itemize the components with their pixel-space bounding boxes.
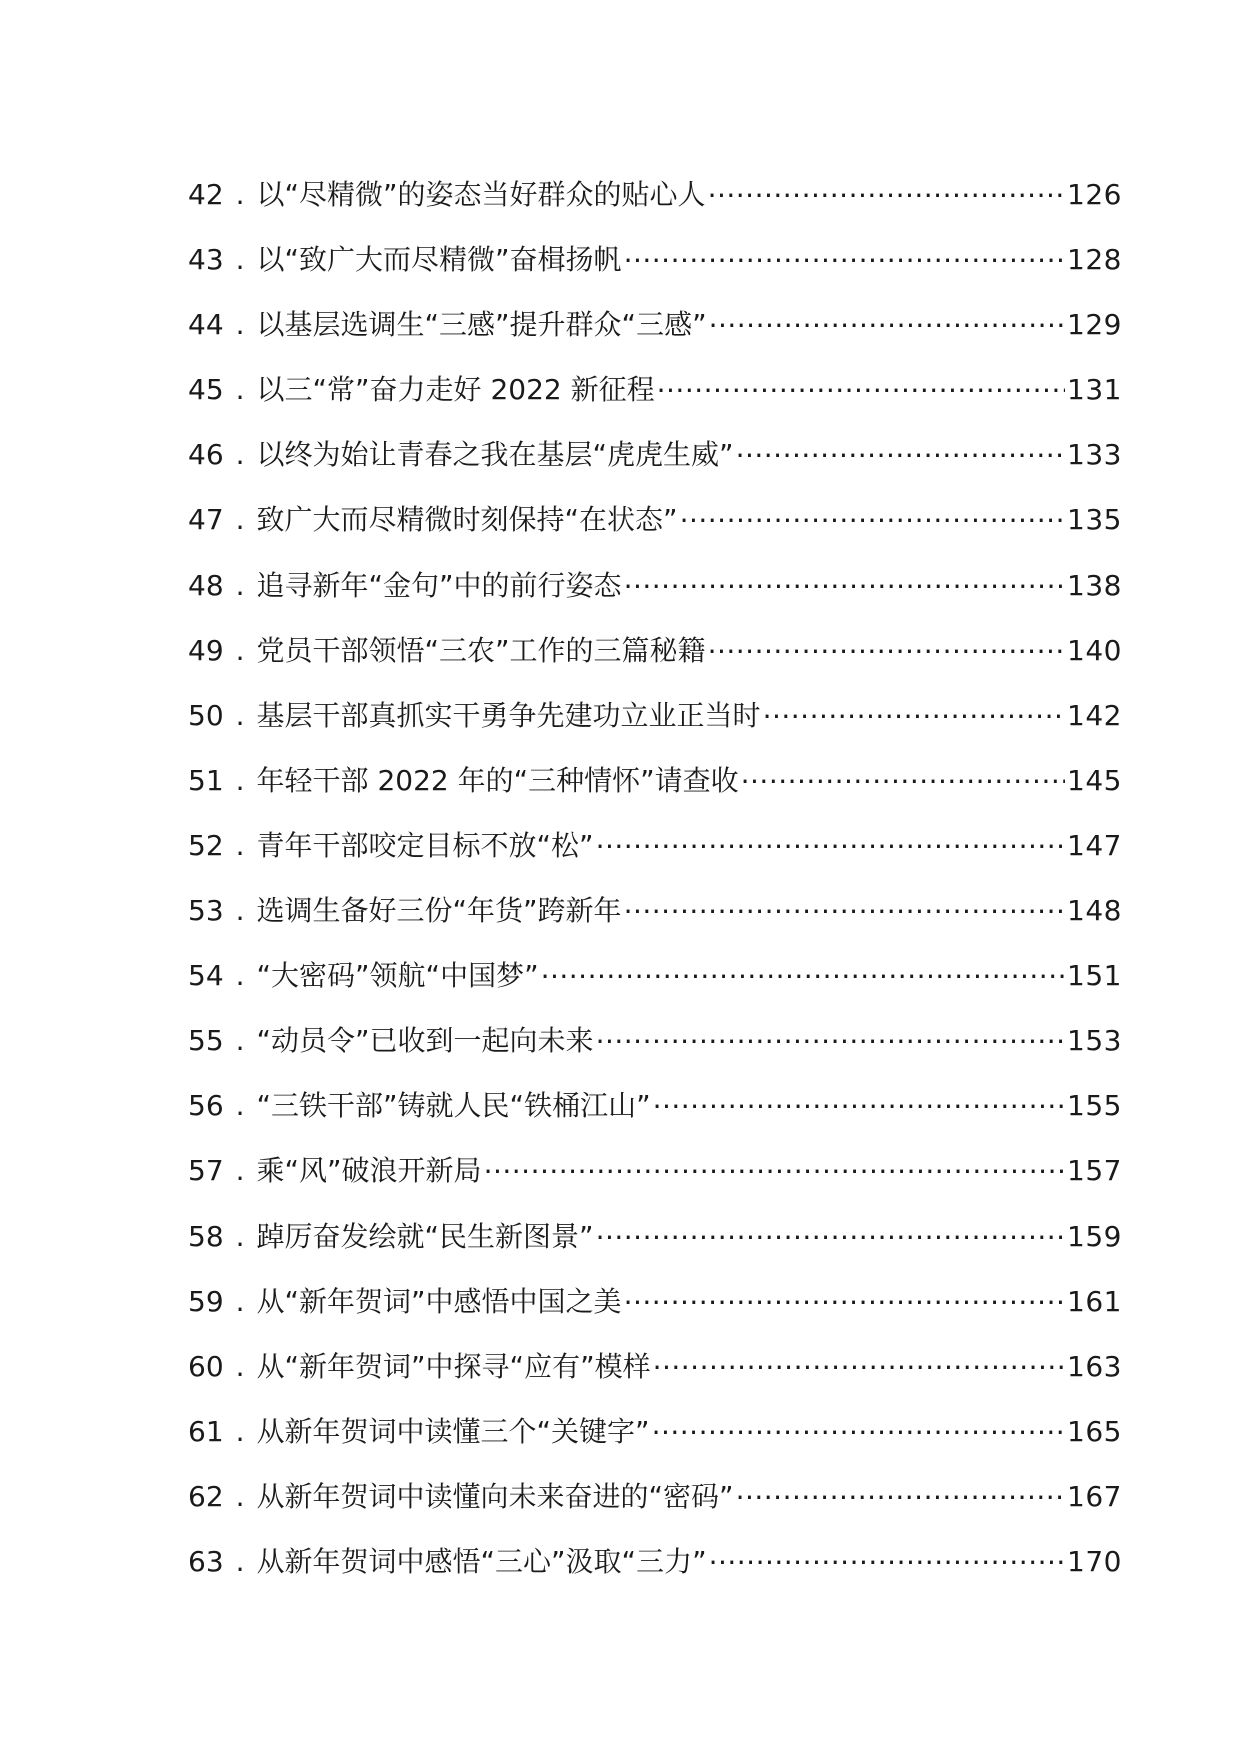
toc-entry[interactable] (188, 758, 1122, 823)
toc-entry-number: 42 (188, 178, 224, 211)
toc-entry-title: 基层干部真抓实干勇争先建功立业正当时 (256, 698, 761, 732)
toc-entry-number: 53 (188, 894, 224, 928)
toc-entry-title: 从新年贺词中读懂向未来奋进的“密码” (256, 1479, 734, 1513)
toc-entry[interactable] (188, 302, 1122, 367)
toc-entry[interactable] (188, 1148, 1122, 1213)
toc-entry[interactable] (188, 628, 1122, 693)
toc-entry-number: 43 (188, 243, 224, 277)
toc-entry-page-number: 157 (1067, 1154, 1122, 1188)
toc-entry-title: “动员令”已收到一起向未来 (256, 1024, 594, 1058)
toc-entry-number: 48 (188, 568, 224, 602)
toc-entry[interactable] (188, 1083, 1122, 1148)
toc-entry[interactable] (188, 1344, 1122, 1409)
toc-entry-separator: . (235, 1089, 245, 1123)
table-of-contents (188, 172, 1122, 1604)
toc-entry-title: 以基层选调生“三感”提升群众“三感” (256, 308, 707, 342)
toc-entry-page-number: 167 (1067, 1479, 1122, 1513)
toc-dot-leader (680, 497, 1065, 529)
toc-entry[interactable] (188, 1474, 1122, 1539)
toc-entry-separator: . (235, 178, 245, 211)
toc-entry-page-number: 129 (1067, 308, 1122, 342)
toc-entry-page-number: 142 (1067, 698, 1122, 732)
toc-entry[interactable] (188, 693, 1122, 758)
toc-entry-page-number: 159 (1067, 1219, 1122, 1253)
toc-entry-title: 选调生备好三份“年货”跨新年 (256, 894, 622, 928)
toc-entry-separator: . (235, 438, 245, 472)
toc-entry-separator: . (235, 243, 245, 277)
toc-entry-title: “三铁干部”铸就人民“铁桶江山” (256, 1089, 651, 1123)
toc-entry-number: 49 (188, 633, 224, 667)
toc-dot-leader (596, 1214, 1065, 1246)
toc-entry-page-number: 126 (1067, 178, 1122, 211)
toc-entry-separator: . (235, 1284, 245, 1318)
toc-entry-separator: . (235, 633, 245, 667)
toc-entry-page-number: 148 (1067, 894, 1122, 928)
toc-entry-number: 50 (188, 698, 224, 732)
toc-entry-title: 踔厉奋发绘就“民生新图景” (256, 1219, 594, 1253)
toc-entry-separator: . (235, 1349, 245, 1383)
toc-entry-separator: . (235, 763, 245, 797)
toc-entry-separator: . (235, 828, 245, 862)
toc-entry-page-number: 138 (1067, 568, 1122, 602)
toc-entry-page-number: 170 (1067, 1544, 1122, 1578)
toc-entry-number: 63 (188, 1544, 224, 1578)
toc-entry-page-number: 140 (1067, 633, 1122, 667)
toc-entry[interactable] (188, 888, 1122, 953)
toc-dot-leader (709, 1539, 1065, 1571)
toc-entry-page-number: 133 (1067, 438, 1122, 472)
toc-entry-number: 45 (188, 373, 224, 407)
toc-entry[interactable] (188, 1539, 1122, 1604)
toc-entry[interactable] (188, 1279, 1122, 1344)
toc-entry-separator: . (235, 308, 245, 342)
toc-entry-title: 从“新年贺词”中感悟中国之美 (256, 1284, 622, 1318)
toc-entry-page-number: 151 (1067, 959, 1122, 993)
toc-entry-title: 党员干部领悟“三农”工作的三篇秘籍 (256, 633, 706, 667)
toc-dot-leader (653, 1083, 1065, 1115)
toc-dot-leader (624, 237, 1065, 269)
toc-dot-leader (763, 693, 1065, 725)
toc-entry-title: 从“新年贺词”中探寻“应有”模样 (256, 1349, 651, 1383)
toc-dot-leader (653, 1344, 1065, 1376)
toc-entry-number: 51 (188, 763, 224, 797)
toc-entry-separator: . (235, 1219, 245, 1253)
toc-dot-leader (624, 888, 1065, 920)
toc-entry[interactable] (188, 1214, 1122, 1279)
toc-entry[interactable] (188, 1018, 1122, 1083)
toc-entry[interactable] (188, 497, 1122, 562)
toc-dot-leader (541, 953, 1065, 985)
toc-entry-title: “大密码”领航“中国梦” (256, 959, 539, 993)
toc-entry-title: 致广大而尽精微时刻保持“在状态” (256, 503, 678, 537)
toc-entry-number: 62 (188, 1479, 224, 1513)
toc-entry-number: 57 (188, 1154, 224, 1188)
toc-entry[interactable] (188, 953, 1122, 1018)
toc-entry-page-number: 145 (1067, 763, 1122, 797)
toc-entry-number: 58 (188, 1219, 224, 1253)
toc-entry-number: 55 (188, 1024, 224, 1058)
toc-entry-separator: . (235, 1479, 245, 1513)
toc-dot-leader (708, 628, 1065, 660)
toc-dot-leader (657, 367, 1065, 399)
toc-entry-separator: . (235, 1024, 245, 1058)
toc-entry-separator: . (235, 373, 245, 407)
toc-entry[interactable] (188, 432, 1122, 497)
toc-entry-title: 从新年贺词中感悟“三心”汲取“三力” (256, 1544, 707, 1578)
toc-entry-title: 追寻新年“金句”中的前行姿态 (256, 568, 622, 602)
toc-entry-page-number: 135 (1067, 503, 1122, 537)
toc-entry-title: 以三“常”奋力走好 2022 新征程 (256, 373, 655, 407)
toc-entry-separator: . (235, 894, 245, 928)
toc-dot-leader (736, 1474, 1065, 1506)
toc-entry-page-number: 161 (1067, 1284, 1122, 1318)
toc-entry-number: 59 (188, 1284, 224, 1318)
toc-entry-page-number: 131 (1067, 373, 1122, 407)
toc-entry-separator: . (235, 698, 245, 732)
toc-entry-page-number: 165 (1067, 1414, 1122, 1448)
toc-entry-separator: . (235, 959, 245, 993)
toc-entry-number: 54 (188, 959, 224, 993)
toc-entry-page-number: 128 (1067, 243, 1122, 277)
toc-dot-leader (624, 563, 1065, 595)
toc-dot-leader (596, 1018, 1065, 1050)
toc-entry[interactable] (188, 563, 1122, 628)
toc-entry-separator: . (235, 1154, 245, 1188)
toc-entry-title: 乘“风”破浪开新局 (256, 1154, 482, 1188)
toc-entry-page-number: 163 (1067, 1349, 1122, 1383)
toc-entry[interactable] (188, 823, 1122, 888)
toc-entry[interactable] (188, 367, 1122, 432)
toc-entry-page-number: 147 (1067, 828, 1122, 862)
toc-entry[interactable] (188, 172, 1122, 237)
toc-entry-separator: . (235, 1544, 245, 1578)
toc-entry-title: 年轻干部 2022 年的“三种情怀”请查收 (256, 763, 739, 797)
toc-dot-leader (709, 302, 1065, 334)
toc-entry[interactable] (188, 1409, 1122, 1474)
toc-entry-separator: . (235, 503, 245, 537)
toc-dot-leader (652, 1409, 1065, 1441)
toc-dot-leader (624, 1279, 1065, 1311)
toc-entry-number: 60 (188, 1349, 224, 1383)
toc-entry[interactable] (188, 237, 1122, 302)
toc-dot-leader (736, 432, 1065, 464)
toc-entry-number: 44 (188, 308, 224, 342)
toc-entry-number: 56 (188, 1089, 224, 1123)
toc-entry-number: 46 (188, 438, 224, 472)
toc-dot-leader (708, 172, 1065, 204)
toc-dot-leader (484, 1148, 1065, 1180)
toc-entry-number: 61 (188, 1414, 224, 1448)
toc-entry-number: 52 (188, 828, 224, 862)
toc-entry-title: 青年干部咬定目标不放“松” (256, 828, 594, 862)
toc-entry-page-number: 155 (1067, 1089, 1122, 1123)
toc-entry-title: 以终为始让青春之我在基层“虎虎生威” (256, 438, 734, 472)
toc-entry-title: 从新年贺词中读懂三个“关键字” (256, 1414, 650, 1448)
toc-dot-leader (596, 823, 1065, 855)
toc-dot-leader (741, 758, 1065, 790)
toc-entry-separator: . (235, 568, 245, 602)
toc-entry-title: 以“致广大而尽精微”奋楫扬帆 (256, 243, 622, 277)
toc-entry-number: 47 (188, 503, 224, 537)
toc-entry-title: 以“尽精微”的姿态当好群众的贴心人 (256, 178, 706, 211)
toc-entry-page-number: 153 (1067, 1024, 1122, 1058)
toc-entry-separator: . (235, 1414, 245, 1448)
